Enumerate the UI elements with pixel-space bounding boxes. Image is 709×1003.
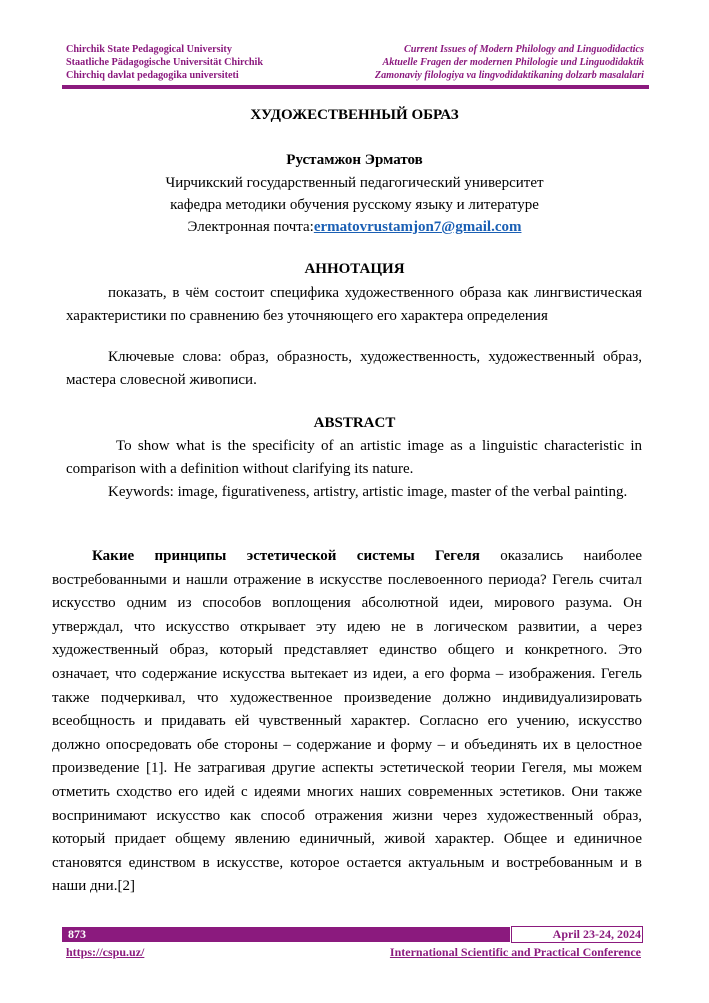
footer-bar: [62, 927, 510, 942]
email-label: Электронная почта:: [187, 219, 314, 235]
header-journal-en: Current Issues of Modern Philology and Linguodidactics: [403, 44, 644, 55]
header-divider: [62, 85, 649, 89]
page-number: 873: [68, 927, 86, 941]
abstract-text: [66, 435, 642, 480]
author-email-line: [0, 219, 709, 236]
annotation-text-content: показать, в чём состоит специфика художественного образа как лингвистическая характеристики по сравнению без уточняющего его характера определения: [66, 285, 642, 324]
footer-url-link[interactable]: https://cspu.uz/: [66, 945, 145, 959]
author-department: кафедра методики обучения русскому языку и литературе: [170, 197, 539, 213]
conference-date: April 23-24, 2024: [552, 927, 641, 941]
annotation-keywords: [66, 346, 642, 391]
body-text-content: оказались наиболее востребованными и нашли отражение в искусстве послевоенного периода? Гегель считал искусство одним из способов воплощения абсолютной идеи, мирового разума. Он утверждал, что искусство открывает эту идею не в логическом развитии, а через художественный образ, который представляет единство общего и конкретного. Это означает, что содержание искусства вытекает из идеи, а его форма – изображения. Гегель также подчеркивал, что художественное произведение должно индивидуализировать всеобщность и придавать ей чувственный характер. Согласно его учению, искусство должно опосредовать обе стороны – содержание и форму – и объединять их в целостное произведение [1]. Не затрагивая другие аспекты эстетической теории Гегеля, мы можем отметить сходство его идей с идеями многих наших современных эстетиков. Они также воспринимают искусство как способ отражения жизни через художественный образ, который придает общему явлению единичный, живой характер. Общее и единичное становятся единством в искусстве, которое остается актуальным и востребованным и в наши дни.[2]: [52, 548, 642, 895]
header-university-en: Chirchik State Pedagogical University: [66, 44, 232, 55]
header-journal-uz: Zamonaviy filologiya va lingvodidaktikaning dolzarb masalalari: [374, 70, 644, 81]
author-university: Чирчикский государственный педагогический университет: [165, 175, 544, 191]
email-link[interactable]: ermatovrustamjon7@gmail.com: [313, 219, 522, 235]
annotation-text: [66, 282, 642, 327]
body-paragraph: [52, 545, 642, 899]
header-journal-de: Aktuelle Fragen der modernen Philologie und Linguodidaktik: [382, 57, 644, 68]
annotation-keywords-content: Ключевые слова: образ, образность, художественность, художественный образ, мастера словесной живописи.: [66, 349, 642, 388]
abstract-text-content: To show what is the specificity of an artistic image as a linguistic characteristic in comparison with a definition without clarifying its nature.: [66, 438, 642, 477]
conference-name: International Scientific and Practical Conference: [389, 945, 641, 959]
author-name: Рустамжон Эрматов: [286, 152, 423, 168]
annotation-title: АННОТАЦИЯ: [304, 261, 405, 277]
header-university-de: Staatliche Pädagogische Universität Chirchik: [66, 57, 264, 68]
page-header: [66, 43, 644, 82]
article-title: ХУДОЖЕСТВЕННЫЙ ОБРАЗ: [250, 107, 459, 123]
abstract-keywords-content: Keywords: image, figurativeness, artistry, artistic image, master of the verbal painting.: [108, 484, 628, 500]
body-lead: Какие принципы эстетической системы Гегеля: [92, 548, 480, 564]
abstract-title: ABSTRACT: [313, 415, 396, 431]
header-university-uz: Chirchiq davlat pedagogika universiteti: [66, 70, 239, 81]
abstract-keywords: [66, 481, 642, 504]
